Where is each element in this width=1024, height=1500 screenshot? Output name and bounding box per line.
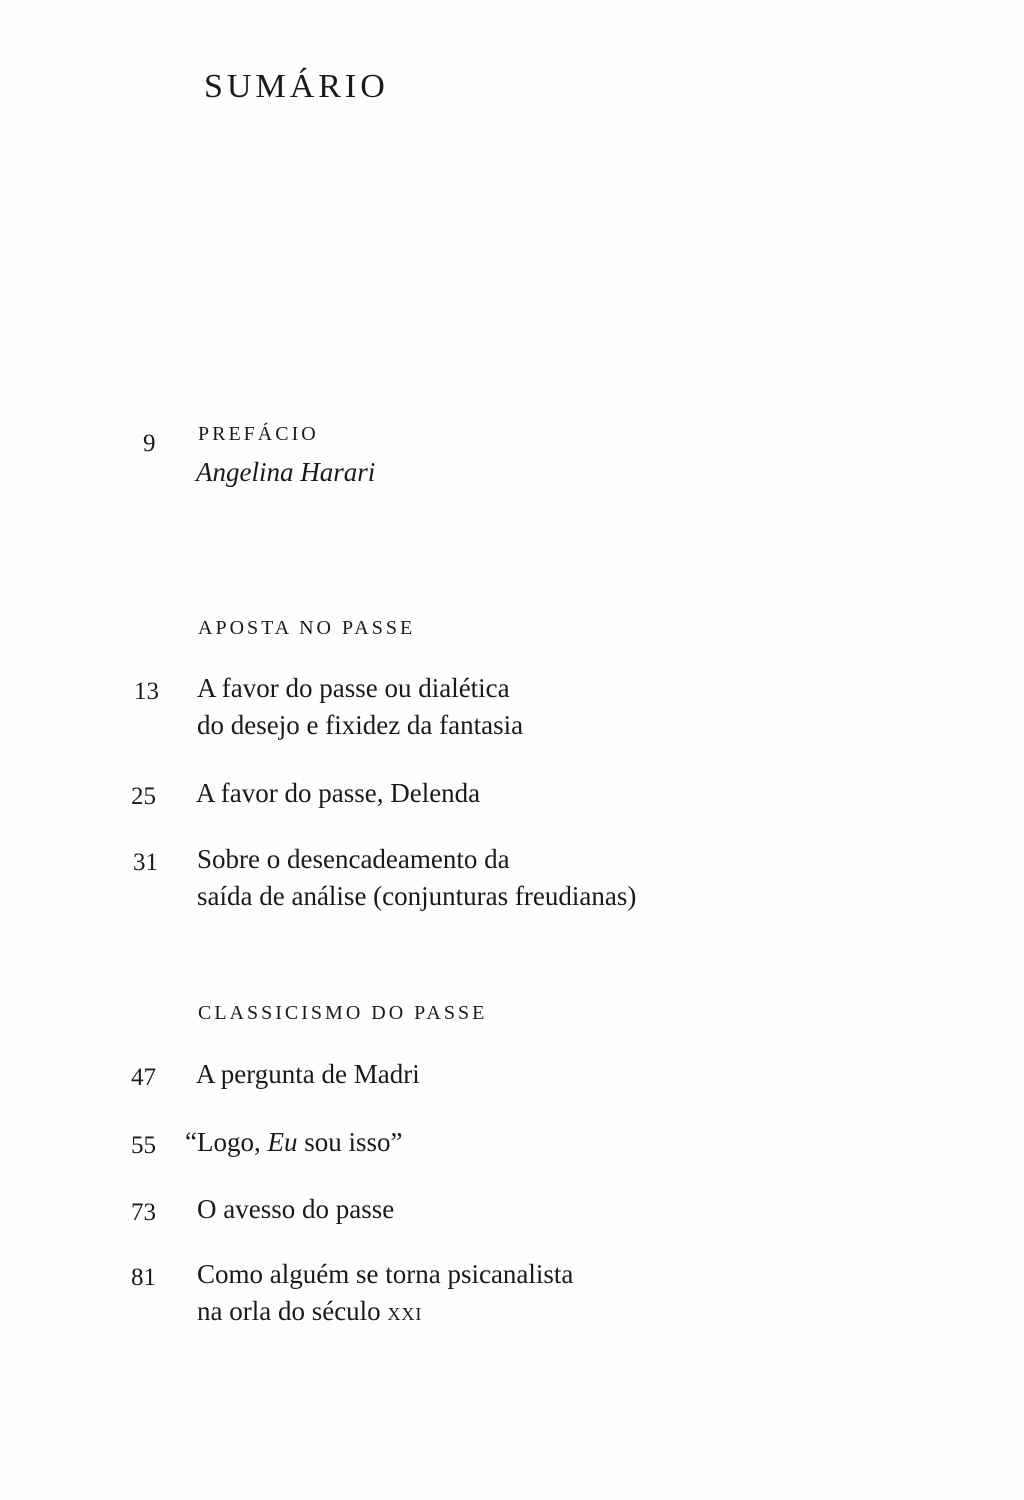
entry-title-line: do desejo e fixidez da fantasia [197, 710, 524, 740]
entry-page-number: 31 [133, 849, 158, 876]
entry-title-line [185, 1124, 403, 1161]
entry-title-part: “Logo, [185, 1127, 268, 1157]
preface-label: PREFÁCIO [198, 423, 319, 445]
page-title: SUMÁRIO [204, 68, 389, 105]
entry-title-line: A favor do passe, Delenda [196, 778, 481, 808]
entry-title-italic: Eu [267, 1127, 298, 1157]
entry-title-line: Sobre o desencadeamento da [197, 844, 510, 874]
entry-title-part: sou isso” [297, 1127, 403, 1157]
entry-page-number: 55 [131, 1132, 156, 1159]
entry-title-line: saída de análise (conjunturas freudianas) [197, 881, 637, 911]
entry-title-part: na orla do século [197, 1296, 388, 1326]
entry-title-line: A pergunta de Madri [196, 1059, 420, 1089]
section-heading: APOSTA NO PASSE [198, 617, 416, 639]
entry-title-line: Como alguém se torna psicanalista [197, 1259, 574, 1289]
preface-author: Angelina Harari [196, 457, 376, 487]
entry-page-number: 13 [134, 678, 159, 705]
entry-title-line: O avesso do passe [197, 1194, 395, 1224]
entry-page-number: 81 [131, 1264, 156, 1291]
entry-title-smallcaps: XXI [387, 1304, 423, 1324]
entry-title-line [197, 1293, 422, 1333]
entry-title-line: A favor do passe ou dialética [197, 673, 510, 703]
entry-page-number: 47 [131, 1064, 156, 1091]
section-heading: CLASSICISMO DO PASSE [198, 1002, 488, 1024]
entry-page-number: 73 [131, 1199, 156, 1226]
preface-page-number: 9 [143, 430, 156, 457]
entry-page-number: 25 [131, 783, 156, 810]
